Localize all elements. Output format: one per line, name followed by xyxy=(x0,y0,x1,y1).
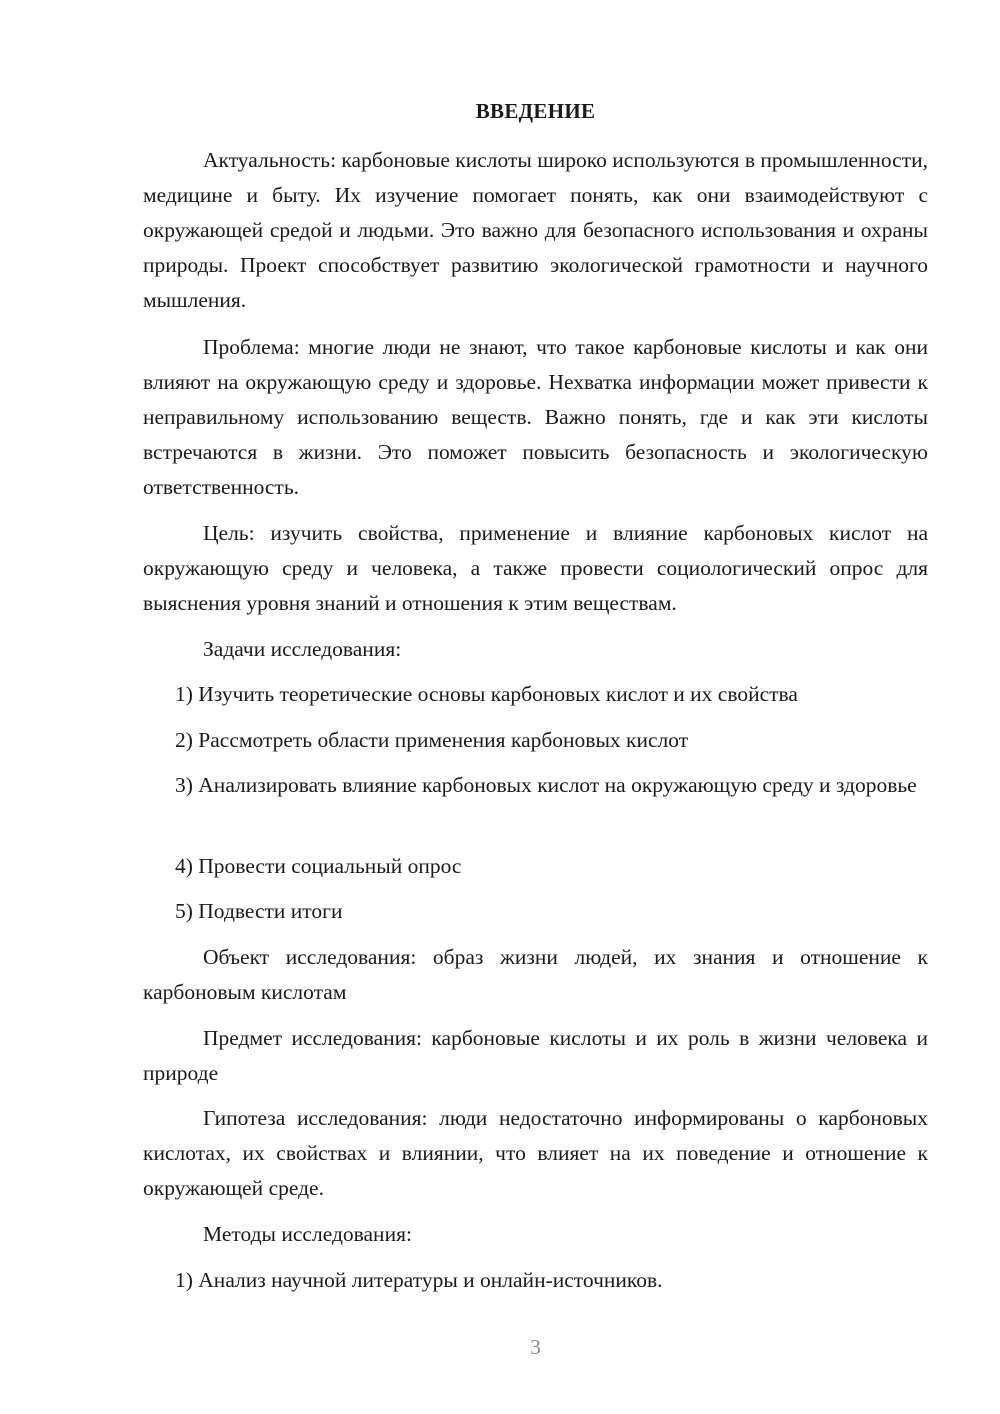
task-item: 1) Изучить теоретические основы карбоновых кислот и их свойства xyxy=(175,682,798,706)
task-item: 3) Анализировать влияние карбоновых кислот на окружающую среду и здоровье xyxy=(175,773,917,797)
tasks-title: Задачи исследования: xyxy=(203,637,402,661)
section-heading: ВВЕДЕНИЕ xyxy=(475,99,596,123)
method-item: 1) Анализ научной литературы и онлайн-источников. xyxy=(175,1268,663,1292)
paragraph-object: Объект исследования: образ жизни людей, их знания и отношение к карбоновым кислотам xyxy=(143,945,928,1004)
task-item: 5) Подвести итоги xyxy=(175,899,343,923)
paragraph-subject: Предмет исследования: карбоновые кислоты и их роль в жизни человека и природе xyxy=(143,1026,928,1085)
paragraph-hypothesis: Гипотеза исследования: люди недостаточно информированы о карбоновых кислотах, их свойствах и влиянии, что влияет на их поведение и отношение к окружающей среде. xyxy=(143,1106,928,1200)
task-item: 4) Провести социальный опрос xyxy=(175,854,462,878)
methods-title: Методы исследования: xyxy=(203,1222,412,1246)
paragraph-relevance: Актуальность: карбоновые кислоты широко используются в промышленности, медицине и быту. Их изучение помогает понять, как они взаимодействуют с окружающей средой и людьми. Это важно для безопасного использования и охраны природы. Проект способствует развитию экологической грамотности и научного мышления. xyxy=(143,148,928,312)
paragraph-goal: Цель: изучить свойства, применение и влияние карбоновых кислот на окружающую среду и человека, а также провести социологический опрос для выяснения уровня знаний и отношения к этим веществам. xyxy=(143,521,928,615)
paragraph-problem: Проблема: многие люди не знают, что такое карбоновые кислоты и как они влияют на окружающую среду и здоровье. Нехватка информации может привести к неправильному использованию веществ. Важно понять, где и как эти кислоты встречаются в жизни. Это поможет повысить безопасность и экологическую ответственность. xyxy=(143,335,928,499)
task-item: 2) Рассмотреть области применения карбоновых кислот xyxy=(175,728,689,752)
page-number: 3 xyxy=(530,1335,541,1359)
